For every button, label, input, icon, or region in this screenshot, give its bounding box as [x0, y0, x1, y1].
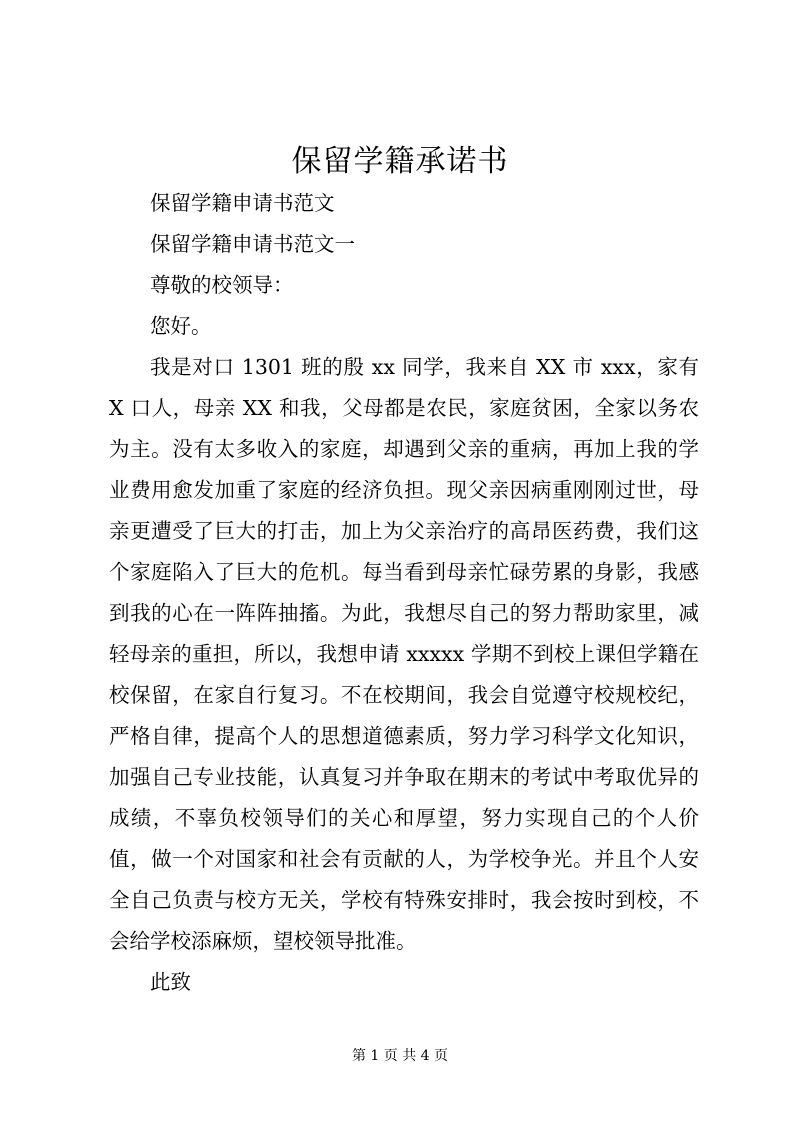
page-footer: 第 1 页 共 4 页 — [351, 1048, 449, 1064]
paragraph-greeting: 您好。 — [150, 314, 212, 338]
paragraph-salutation: 尊敬的校领导： — [150, 273, 294, 297]
document-body — [109, 183, 699, 1003]
page-title: 保留学籍承诺书 — [291, 144, 509, 179]
paragraph-main-body: 我是对口 1301 班的殷 xx 同学，我来自 XX 市 xxx，家有 X 口人，母亲 XX 和我，父母都是农民，家庭贫困，全家以务农为主。没有太多收入的家庭，却遇到父亲的重病，再加上我的学业费用愈发加重了家庭的经济负担。现父亲因病重刚刚过世，母亲更遭受了巨大的打击，加上为父亲治疗的高昂医药费，我们这个家庭陷入了巨大的危机。每当看到母亲忙碌劳累的身影，我感到我的心在一阵阵抽搐。为此，我想尽自己的努力帮助家里，减轻母亲的重担，所以，我想申请 xxxxx 学期不到校上课但学籍在校保留，在家自行复习。不在校期间，我会自觉遵守校规校纪，严格自律，提高个人的思想道德素质，努力学习科学文化知识，加强自己专业技能，认真复习并争取在期末的考试中考取优异的成绩，不辜负校领导们的关心和厚望，努力实现自己的个人价值，做一个对国家和社会有贡献的人，为学校争光。并且个人安全自己负责与校方无关，学校有特殊安排时，我会按时到校，不会给学校添麻烦，望校领导批准。 — [109, 355, 699, 953]
paragraph-closing: 此致 — [150, 970, 191, 994]
paragraph-sample-one-heading: 保留学籍申请书范文一 — [150, 232, 355, 256]
paragraph-sample-heading: 保留学籍申请书范文 — [150, 191, 335, 215]
